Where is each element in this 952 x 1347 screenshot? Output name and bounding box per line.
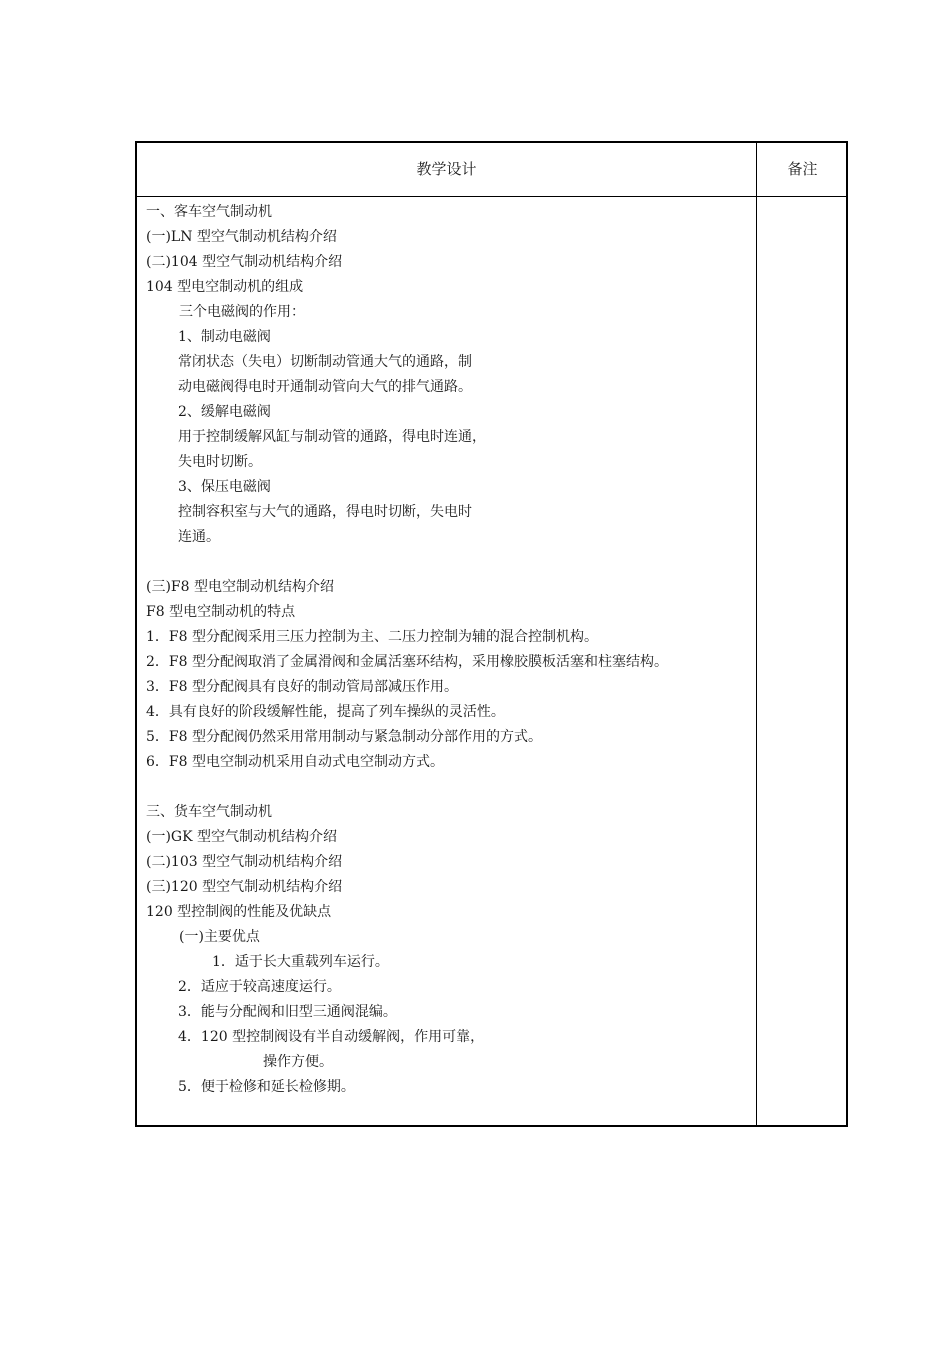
section-heading: 一、客车空气制动机	[146, 204, 272, 220]
text-line: 操作方便。	[263, 1054, 333, 1070]
section-heading: 三、货车空气制动机	[146, 804, 272, 820]
text-line: 控制容积室与大气的通路，得电时切断，失电时	[178, 504, 472, 520]
list-item-heading: 3、保压电磁阀	[178, 479, 271, 495]
list-item: 3．F8 型分配阀具有良好的制动管局部减压作用。	[146, 679, 458, 695]
header-notes: 备注	[787, 160, 818, 178]
topic-heading: 120 型控制阀的性能及优缺点	[146, 904, 332, 920]
list-item-heading: 2、缓解电磁阀	[178, 404, 271, 420]
subsection-heading: (二)104 型空气制动机结构介绍	[146, 254, 343, 270]
subsection-heading: (一)LN 型空气制动机结构介绍	[146, 229, 337, 245]
list-item: 6．F8 型电空制动机采用自动式电空制动方式。	[146, 754, 444, 770]
header-teaching-design: 教学设计	[416, 160, 477, 178]
subsection-heading: (三)F8 型电空制动机结构介绍	[146, 579, 334, 595]
list-item: 1．适于长大重载列车运行。	[212, 954, 389, 970]
text-line: 三个电磁阀的作用：	[179, 304, 305, 320]
list-item: 5．便于检修和延长检修期。	[178, 1079, 355, 1095]
sub-topic-heading: (一)主要优点	[179, 929, 260, 945]
teaching-design-content	[146, 200, 752, 1100]
blank-line	[146, 550, 752, 575]
subsection-heading: (一)GK 型空气制动机结构介绍	[146, 829, 338, 845]
topic-heading: 104 型电空制动机的组成	[146, 279, 304, 295]
list-item: 4．具有良好的阶段缓解性能，提高了列车操纵的灵活性。	[146, 704, 505, 720]
blank-line	[146, 775, 752, 800]
text-line: 用于控制缓解风缸与制动管的通路，得电时连通，	[178, 429, 486, 445]
list-item: 4．120 型控制阀设有半自动缓解阀，作用可靠，	[178, 1029, 485, 1045]
text-line: 动电磁阀得电时开通制动管向大气的排气通路。	[178, 379, 472, 395]
text-line: 连通。	[178, 529, 220, 545]
list-item-heading: 1、制动电磁阀	[178, 329, 271, 345]
topic-heading: F8 型电空制动机的特点	[146, 604, 296, 620]
text-line: 常闭状态（失电）切断制动管通大气的通路，制	[178, 354, 472, 370]
subsection-heading: (二)103 型空气制动机结构介绍	[146, 854, 343, 870]
list-item: 1．F8 型分配阀采用三压力控制为主、二压力控制为辅的混合控制机构。	[146, 629, 598, 645]
list-item: 2．适应于较高速度运行。	[178, 979, 341, 995]
column-divider	[756, 143, 757, 1125]
list-item: 5．F8 型分配阀仍然采用常用制动与紧急制动分部作用的方式。	[146, 729, 542, 745]
text-line: 失电时切断。	[178, 454, 262, 470]
subsection-heading: (三)120 型空气制动机结构介绍	[146, 879, 343, 895]
lesson-design-table	[135, 141, 848, 1127]
list-item: 2．F8 型分配阀取消了金属滑阀和金属活塞环结构，采用橡胶膜板活塞和柱塞结构。	[146, 654, 668, 670]
table-header-row	[137, 143, 846, 197]
list-item: 3．能与分配阀和旧型三通阀混编。	[178, 1004, 397, 1020]
